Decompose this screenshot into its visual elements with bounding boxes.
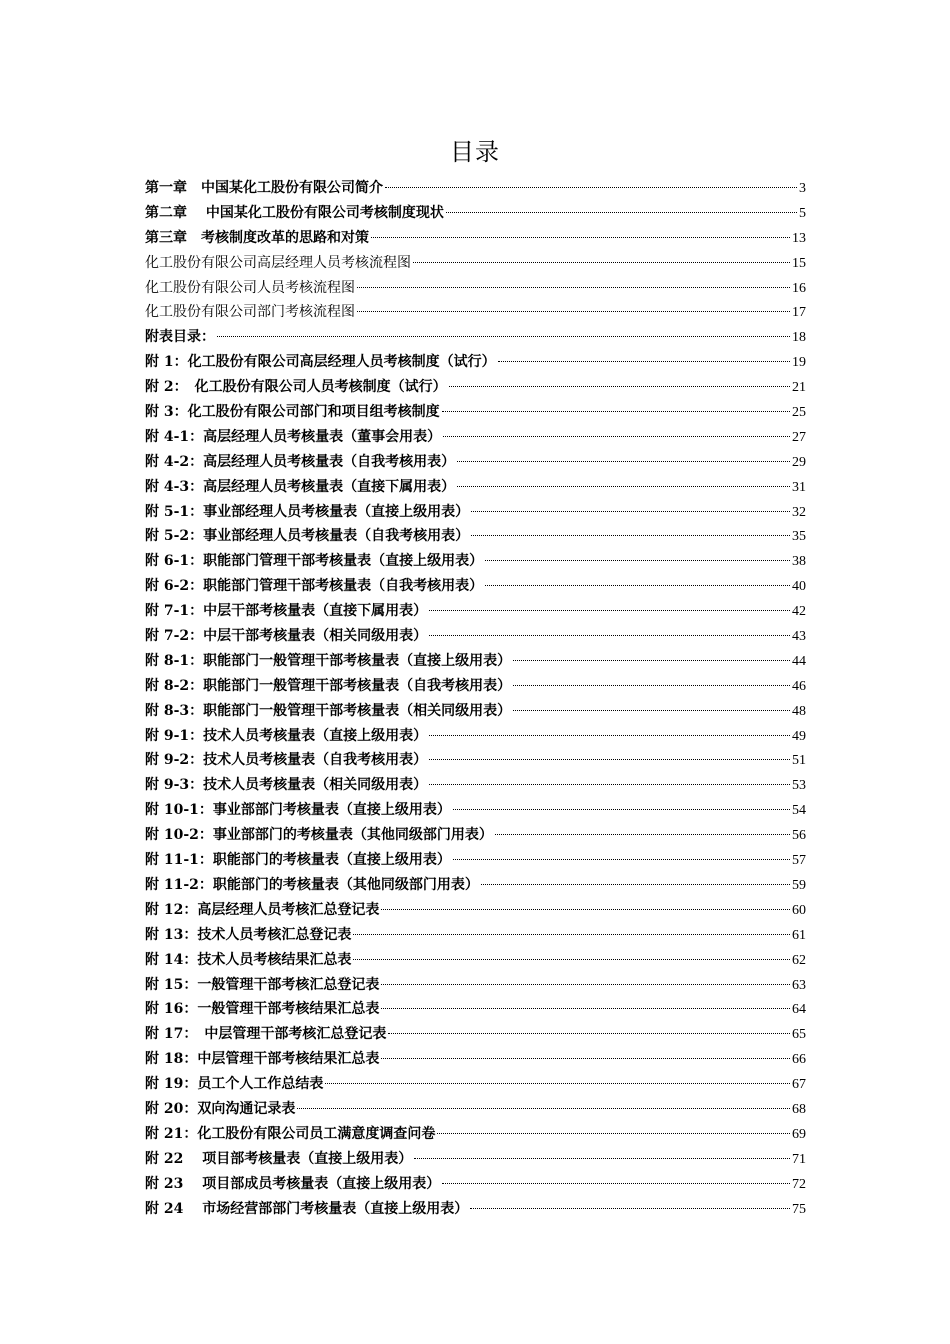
toc-entry-page-number: 63 bbox=[792, 977, 806, 993]
toc-entry[interactable] bbox=[145, 948, 806, 973]
toc-dot-leader bbox=[513, 660, 790, 661]
toc-entry-title: 化工股份有限公司人员考核流程图 bbox=[145, 279, 355, 296]
toc-entry[interactable] bbox=[145, 599, 806, 624]
toc-dot-leader bbox=[449, 386, 790, 387]
toc-entry-page-number: 65 bbox=[792, 1027, 806, 1043]
toc-entry-title: 附 13：技术人员考核汇总登记表 bbox=[145, 926, 352, 943]
toc-dot-leader bbox=[453, 859, 790, 860]
toc-dot-leader bbox=[498, 361, 790, 362]
toc-entry-page-number: 29 bbox=[792, 454, 806, 470]
toc-entry-page-number: 42 bbox=[792, 604, 806, 620]
toc-entry-page-number: 5 bbox=[799, 205, 806, 221]
toc-dot-leader bbox=[381, 984, 790, 985]
toc-entry-title: 第三章 考核制度改革的思路和对策 bbox=[145, 229, 369, 246]
toc-entry[interactable] bbox=[145, 823, 806, 848]
toc-entry[interactable] bbox=[145, 1022, 806, 1047]
toc-dot-leader bbox=[442, 411, 790, 412]
toc-entry[interactable] bbox=[145, 798, 806, 823]
toc-entry-title: 附 19：员工个人工作总结表 bbox=[145, 1076, 324, 1093]
toc-entry-page-number: 48 bbox=[792, 703, 806, 719]
toc-entry-title: 附 8-1：职能部门一般管理干部考核量表（直接上级用表） bbox=[145, 652, 512, 669]
toc-entry[interactable] bbox=[145, 898, 806, 923]
toc-entry-page-number: 27 bbox=[792, 429, 806, 445]
toc-entry-page-number: 56 bbox=[792, 828, 806, 844]
toc-entry[interactable] bbox=[145, 450, 806, 475]
toc-dot-leader bbox=[513, 710, 790, 711]
toc-dot-leader bbox=[453, 809, 790, 810]
toc-entry[interactable] bbox=[145, 549, 806, 574]
toc-entry[interactable] bbox=[145, 674, 806, 699]
toc-entry-page-number: 66 bbox=[792, 1052, 806, 1068]
toc-entry-page-number: 25 bbox=[792, 405, 806, 421]
toc-entry-page-number: 61 bbox=[792, 927, 806, 943]
toc-entry[interactable] bbox=[145, 201, 806, 226]
toc-entry[interactable] bbox=[145, 276, 806, 301]
toc-entry-title: 化工股份有限公司部门考核流程图 bbox=[145, 304, 355, 321]
toc-entry[interactable] bbox=[145, 300, 806, 325]
toc-dot-leader bbox=[429, 784, 790, 785]
toc-dot-leader bbox=[443, 436, 790, 437]
toc-entry[interactable] bbox=[145, 748, 806, 773]
toc-dot-leader bbox=[381, 1008, 790, 1009]
toc-entry-page-number: 31 bbox=[792, 479, 806, 495]
toc-entry-title: 附 4-3：高层经理人员考核量表（直接下属用表） bbox=[145, 478, 456, 495]
toc-entry-title: 附 3：化工股份有限公司部门和项目组考核制度 bbox=[145, 404, 440, 421]
toc-entry-page-number: 19 bbox=[792, 355, 806, 371]
toc-entry[interactable] bbox=[145, 176, 806, 201]
toc-entry[interactable] bbox=[145, 251, 806, 276]
toc-entry-title: 附 9-3：技术人员考核量表（相关同级用表） bbox=[145, 777, 428, 794]
toc-entry[interactable] bbox=[145, 1072, 806, 1097]
toc-entry[interactable] bbox=[145, 724, 806, 749]
toc-entry-title: 附 9-1：技术人员考核量表（直接上级用表） bbox=[145, 727, 428, 744]
toc-dot-leader bbox=[457, 461, 790, 462]
toc-entry-title: 附 7-1：中层干部考核量表（直接下属用表） bbox=[145, 603, 428, 620]
toc-entry-page-number: 40 bbox=[792, 579, 806, 595]
toc-dot-leader bbox=[413, 262, 790, 263]
toc-dot-leader bbox=[481, 884, 790, 885]
toc-entry[interactable] bbox=[145, 1147, 806, 1172]
toc-entry-title: 附 17： 中层管理干部考核汇总登记表 bbox=[145, 1026, 387, 1043]
toc-entry[interactable] bbox=[145, 400, 806, 425]
toc-dot-leader bbox=[414, 1158, 790, 1159]
toc-entry-page-number: 49 bbox=[792, 728, 806, 744]
toc-entry-page-number: 32 bbox=[792, 504, 806, 520]
toc-entry-page-number: 75 bbox=[792, 1201, 806, 1217]
toc-dot-leader bbox=[429, 759, 790, 760]
toc-dot-leader bbox=[485, 585, 790, 586]
toc-dot-leader bbox=[471, 511, 790, 512]
toc-entry-title: 附 16：一般管理干部考核结果汇总表 bbox=[145, 1001, 380, 1018]
toc-entry-page-number: 68 bbox=[792, 1101, 806, 1117]
toc-entry[interactable] bbox=[145, 350, 806, 375]
toc-list bbox=[145, 176, 806, 1221]
toc-entry[interactable] bbox=[145, 1097, 806, 1122]
toc-dot-leader bbox=[485, 560, 790, 561]
toc-dot-leader bbox=[357, 311, 790, 312]
toc-entry-title: 附 10-1：事业部部门考核量表（直接上级用表） bbox=[145, 802, 451, 819]
toc-entry-title: 附 4-1：高层经理人员考核量表（董事会用表） bbox=[145, 428, 442, 445]
toc-entry[interactable] bbox=[145, 1122, 806, 1147]
toc-entry-title: 附 9-2：技术人员考核量表（自我考核用表） bbox=[145, 752, 428, 769]
toc-entry[interactable] bbox=[145, 1197, 806, 1222]
toc-dot-leader bbox=[470, 1208, 790, 1209]
toc-dot-leader bbox=[437, 1133, 790, 1134]
toc-entry-title: 附 2： 化工股份有限公司人员考核制度（试行） bbox=[145, 379, 447, 396]
toc-entry-page-number: 43 bbox=[792, 629, 806, 645]
toc-entry-page-number: 62 bbox=[792, 952, 806, 968]
toc-entry-page-number: 35 bbox=[792, 529, 806, 545]
toc-dot-leader bbox=[297, 1108, 790, 1109]
toc-entry-page-number: 67 bbox=[792, 1077, 806, 1093]
toc-entry[interactable] bbox=[145, 226, 806, 251]
toc-entry-title: 附 11-2：职能部门的考核量表（其他同级部门用表） bbox=[145, 876, 479, 893]
toc-entry-page-number: 44 bbox=[792, 653, 806, 669]
toc-entry-page-number: 15 bbox=[792, 255, 806, 271]
toc-dot-leader bbox=[217, 336, 790, 337]
toc-dot-leader bbox=[381, 909, 790, 910]
toc-entry-title: 第二章 中国某化工股份有限公司考核制度现状 bbox=[145, 204, 444, 221]
toc-entry[interactable] bbox=[145, 649, 806, 674]
toc-entry[interactable] bbox=[145, 475, 806, 500]
toc-entry-title: 附 7-2：中层干部考核量表（相关同级用表） bbox=[145, 628, 428, 645]
toc-dot-leader bbox=[457, 486, 790, 487]
toc-dot-leader bbox=[381, 1058, 790, 1059]
toc-entry[interactable] bbox=[145, 624, 806, 649]
toc-entry-page-number: 69 bbox=[792, 1126, 806, 1142]
toc-entry-page-number: 60 bbox=[792, 902, 806, 918]
toc-entry-title: 附 1：化工股份有限公司高层经理人员考核制度（试行） bbox=[145, 354, 496, 371]
toc-dot-leader bbox=[325, 1083, 790, 1084]
toc-entry-title: 附 5-1：事业部经理人员考核量表（直接上级用表） bbox=[145, 503, 470, 520]
toc-entry-page-number: 71 bbox=[792, 1151, 806, 1167]
toc-dot-leader bbox=[513, 685, 790, 686]
toc-entry-title: 附 24 市场经营部部门考核量表（直接上级用表） bbox=[145, 1200, 469, 1217]
toc-entry-title: 附表目录： bbox=[145, 329, 215, 346]
toc-entry[interactable] bbox=[145, 773, 806, 798]
toc-dot-leader bbox=[429, 635, 790, 636]
toc-entry[interactable] bbox=[145, 425, 806, 450]
toc-entry-title: 附 8-3：职能部门一般管理干部考核量表（相关同级用表） bbox=[145, 702, 512, 719]
toc-dot-leader bbox=[442, 1183, 790, 1184]
toc-entry-title: 附 23 项目部成员考核量表（直接上级用表） bbox=[145, 1175, 441, 1192]
toc-entry-title: 附 21：化工股份有限公司员工满意度调查问卷 bbox=[145, 1125, 436, 1142]
toc-dot-leader bbox=[388, 1033, 790, 1034]
toc-entry[interactable] bbox=[145, 848, 806, 873]
toc-entry-page-number: 17 bbox=[792, 305, 806, 321]
toc-entry[interactable] bbox=[145, 574, 806, 599]
toc-dot-leader bbox=[353, 959, 790, 960]
toc-entry-title: 附 18：中层管理干部考核结果汇总表 bbox=[145, 1051, 380, 1068]
toc-dot-leader bbox=[429, 735, 790, 736]
toc-entry-page-number: 72 bbox=[792, 1176, 806, 1192]
toc-entry[interactable] bbox=[145, 1172, 806, 1197]
toc-entry-page-number: 46 bbox=[792, 678, 806, 694]
toc-entry-page-number: 57 bbox=[792, 853, 806, 869]
toc-dot-leader bbox=[353, 934, 790, 935]
toc-entry[interactable] bbox=[145, 524, 806, 549]
toc-entry-title: 附 10-2：事业部部门的考核量表（其他同级部门用表） bbox=[145, 827, 493, 844]
toc-entry[interactable] bbox=[145, 325, 806, 350]
toc-entry-page-number: 38 bbox=[792, 554, 806, 570]
toc-title: 目录 bbox=[450, 138, 500, 166]
toc-dot-leader bbox=[429, 610, 790, 611]
toc-entry-title: 附 12：高层经理人员考核汇总登记表 bbox=[145, 901, 380, 918]
toc-entry-title: 附 15：一般管理干部考核汇总登记表 bbox=[145, 976, 380, 993]
toc-entry-page-number: 51 bbox=[792, 753, 806, 769]
toc-entry-title: 附 4-2：高层经理人员考核量表（自我考核用表） bbox=[145, 453, 456, 470]
toc-entry[interactable] bbox=[145, 973, 806, 998]
toc-entry-title: 附 20：双向沟通记录表 bbox=[145, 1100, 296, 1117]
toc-entry-title: 附 6-1：职能部门管理干部考核量表（直接上级用表） bbox=[145, 553, 484, 570]
toc-dot-leader bbox=[357, 287, 790, 288]
toc-dot-leader bbox=[385, 187, 797, 188]
toc-entry-title: 附 8-2：职能部门一般管理干部考核量表（自我考核用表） bbox=[145, 677, 512, 694]
toc-entry-title: 附 5-2：事业部经理人员考核量表（自我考核用表） bbox=[145, 528, 470, 545]
toc-entry-title: 化工股份有限公司高层经理人员考核流程图 bbox=[145, 254, 411, 271]
toc-dot-leader bbox=[471, 535, 790, 536]
toc-entry[interactable] bbox=[145, 699, 806, 724]
toc-entry[interactable] bbox=[145, 1047, 806, 1072]
toc-entry-page-number: 16 bbox=[792, 280, 806, 296]
toc-entry-page-number: 59 bbox=[792, 877, 806, 893]
toc-entry-title: 附 22 项目部考核量表（直接上级用表） bbox=[145, 1150, 413, 1167]
toc-dot-leader bbox=[495, 834, 790, 835]
toc-entry[interactable] bbox=[145, 997, 806, 1022]
toc-entry-title: 第一章 中国某化工股份有限公司简介 bbox=[145, 180, 383, 196]
toc-entry-title: 附 6-2：职能部门管理干部考核量表（自我考核用表） bbox=[145, 578, 484, 595]
toc-entry-page-number: 21 bbox=[792, 380, 806, 396]
toc-entry-page-number: 3 bbox=[799, 181, 806, 196]
toc-entry-page-number: 64 bbox=[792, 1002, 806, 1018]
toc-entry[interactable] bbox=[145, 873, 806, 898]
toc-entry-page-number: 54 bbox=[792, 803, 806, 819]
toc-dot-leader bbox=[446, 212, 797, 213]
toc-entry-title: 附 11-1：职能部门的考核量表（直接上级用表） bbox=[145, 852, 451, 869]
toc-entry[interactable] bbox=[145, 500, 806, 525]
toc-entry-page-number: 13 bbox=[792, 230, 806, 246]
toc-entry-title: 附 14：技术人员考核结果汇总表 bbox=[145, 951, 352, 968]
toc-entry[interactable] bbox=[145, 923, 806, 948]
toc-entry-page-number: 53 bbox=[792, 778, 806, 794]
toc-entry-page-number: 18 bbox=[792, 330, 806, 346]
toc-dot-leader bbox=[371, 237, 790, 238]
toc-entry[interactable] bbox=[145, 375, 806, 400]
